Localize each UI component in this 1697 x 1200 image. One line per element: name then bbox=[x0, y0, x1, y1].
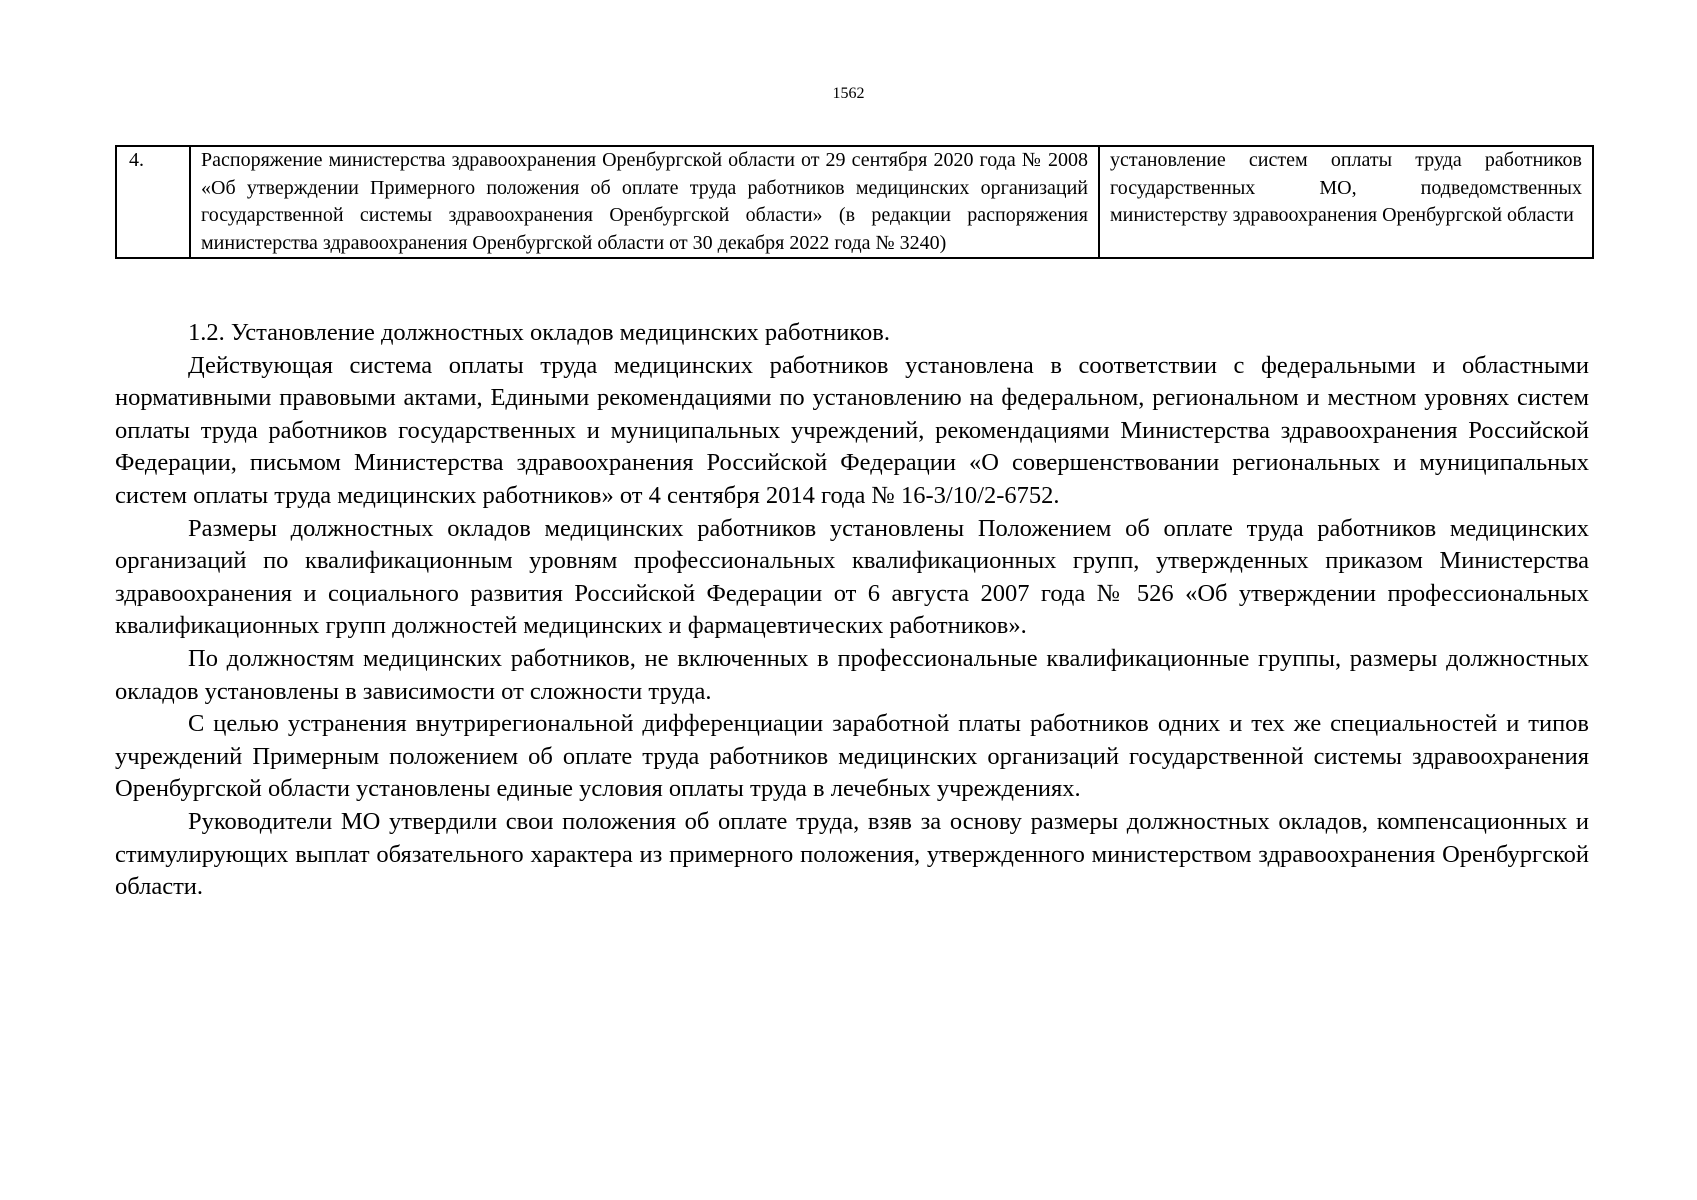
paragraph: Руководители МО утвердили свои положения об оплате труда, взяв за основу размеры должностных окладов, компенсационных и стимулирующих выплат обязательного характера из примерного положения, утвержденного министерством здравоохранения Оренбургской области. bbox=[115, 807, 1589, 901]
paragraph: По должностям медицинских работников, не включенных в профессиональные квалификационные группы, размеры должностных окладов установлены в зависимости от сложности труда. bbox=[115, 644, 1589, 705]
page-number: 1562 bbox=[832, 85, 865, 102]
table-row bbox=[116, 146, 1593, 258]
legal-acts-table bbox=[115, 145, 1594, 259]
paragraph: С целью устранения внутрирегиональной дифференциации заработной платы работников одних и тех же специальностей и типов учреждений Примерным положением об оплате труда работников медицинских организаций государственной системы здравоохранения Оренбургской области установлены единые условия оплаты труда в лечебных учреждениях. bbox=[115, 710, 1589, 803]
section-body bbox=[115, 317, 1589, 904]
row-number: 4. bbox=[116, 146, 190, 258]
paragraph: Действующая система оплаты труда медицинских работников установлена в соответствии с федеральными и областными нормативными правовыми актами, Едиными рекомендациями по установлению на федеральном, региональном и местном уровнях систем оплаты труда работников государственных и муниципальных учреждений, рекомендациями Министерства здравоохранения Российской Федерации, письмом Министерства здравоохранения Российской Федерации «О совершенствовании региональных и муниципальных систем оплаты труда медицинских работников» от 4 сентября 2014 года № 16-3/10/2-6752. bbox=[115, 351, 1589, 509]
row-document: Распоряжение министерства здравоохранения Оренбургской области от 29 сентября 2020 года № 2008 «Об утверждении Примерного положения об оплате труда работников медицинских организаций государственной системы здравоохранения Оренбургской области» (в редакции распоряжения министерства здравоохранения Оренбургской области от 30 декабря 2022 года № 3240) bbox=[190, 146, 1099, 258]
row-purpose: установление систем оплаты труда работников государственных МО, подведомственных министерству здравоохранения Оренбургской области bbox=[1099, 146, 1593, 258]
paragraph: Размеры должностных окладов медицинских работников установлены Положением об оплате труда работников медицинских организаций по квалификационным уровням профессиональных квалификационных групп, утвержденных приказом Министерства здравоохранения и социального развития Российской Федерации от 6 августа 2007 года № 526 «Об утверждении профессиональных квалификационных групп должностей медицинских и фармацевтических работников». bbox=[115, 514, 1589, 640]
section-heading: 1.2. Установление должностных окладов медицинских работников. bbox=[188, 319, 890, 346]
